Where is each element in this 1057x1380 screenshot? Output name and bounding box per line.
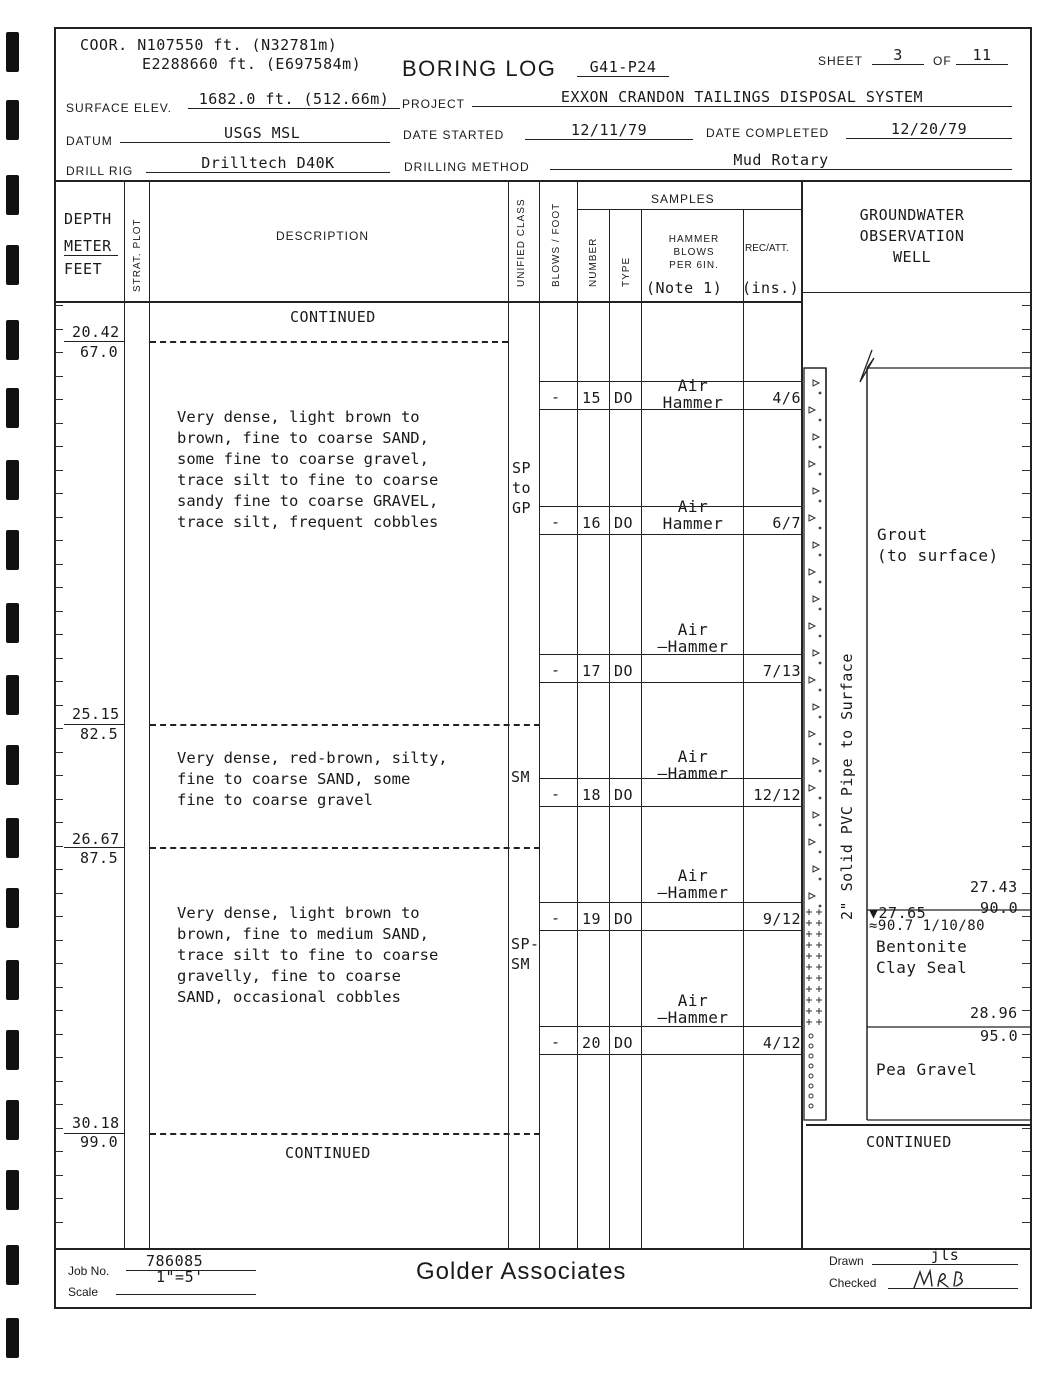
col-divider	[743, 209, 744, 1248]
project-value: EXXON CRANDON TAILINGS DISPOSAL SYSTEM	[472, 88, 1012, 107]
company-name: Golder Associates	[416, 1258, 627, 1285]
gravel-top-meter: 28.96	[970, 1004, 1018, 1022]
sample-hammer: Air Hammer	[662, 376, 724, 412]
depth-feet: 67.0	[80, 343, 119, 361]
punch-hole	[6, 1170, 19, 1210]
sample-blows: -	[551, 1033, 561, 1051]
depth-tick	[55, 517, 63, 518]
water-level-reading	[869, 918, 985, 934]
sheet-number: 3	[872, 46, 924, 65]
sample-row-rule	[539, 930, 801, 931]
continued-bottom: CONTINUED	[285, 1144, 371, 1162]
punch-hole	[6, 245, 19, 285]
continued-well: CONTINUED	[866, 1133, 952, 1151]
depth-tick	[55, 1151, 63, 1152]
depth-tick	[55, 963, 63, 964]
punch-hole	[6, 388, 19, 428]
colhead-rule	[54, 301, 802, 303]
sample-number: 18	[582, 786, 602, 804]
sample-type: DO	[614, 786, 634, 804]
sample-rec: 9/12	[762, 910, 801, 928]
sample-row-rule	[539, 778, 801, 779]
punch-hole	[6, 530, 19, 570]
sample-blows: -	[551, 661, 561, 679]
depth-tick	[55, 587, 63, 588]
sample-type: DO	[614, 1034, 634, 1052]
punch-hole	[6, 603, 19, 643]
depth-tick	[55, 681, 63, 682]
sample-rec: 6/7	[772, 514, 801, 532]
col-samples: SAMPLES	[651, 192, 715, 206]
job-number: 786085	[146, 1252, 204, 1270]
sample-row-rule	[539, 1026, 801, 1027]
depth-tick	[55, 399, 63, 400]
depth-tick	[55, 493, 63, 494]
bentonite-label: Bentonite Clay Seal	[876, 937, 968, 977]
drill-rig-value: Drilltech D40K	[146, 154, 390, 173]
punch-hole	[6, 460, 19, 500]
sample-type: DO	[614, 514, 634, 532]
depth-tick	[55, 1057, 63, 1058]
sample-row-rule	[539, 654, 801, 655]
depth-tick	[55, 305, 63, 306]
depth-tick	[55, 611, 63, 612]
form-title: BORING LOG	[402, 56, 557, 81]
gravel-top-feet: 95.0	[980, 1027, 1019, 1045]
scale-value: 1"=5'	[156, 1268, 204, 1286]
datum-label: DATUM	[66, 134, 113, 148]
depth-tick	[55, 423, 63, 424]
drilling-method-value: Mud Rotary	[550, 151, 1012, 170]
depth-meter: 26.67	[72, 830, 120, 848]
sample-number: 17	[582, 662, 602, 680]
depth-tick	[1022, 329, 1030, 330]
punch-hole	[6, 1318, 19, 1358]
depth-tick	[55, 1128, 63, 1129]
depth-tick	[1022, 1175, 1030, 1176]
sample-rec: 4/12	[762, 1034, 801, 1052]
depth-meter: 20.42	[72, 323, 120, 341]
depth-tick	[55, 705, 63, 706]
sample-number: 15	[582, 389, 602, 407]
sample-row-rule	[539, 506, 801, 507]
col-feet: FEET	[64, 260, 103, 278]
sample-row-rule	[539, 902, 801, 903]
datum-value: USGS MSL	[224, 124, 301, 142]
depth-tick	[55, 1010, 63, 1011]
continued-top: CONTINUED	[290, 308, 376, 326]
depth-tick	[55, 940, 63, 941]
depth-tick	[55, 869, 63, 870]
pea-gravel-label: Pea Gravel	[876, 1060, 978, 1079]
depth-tick	[55, 728, 63, 729]
punch-hole	[6, 960, 19, 1000]
punch-hole	[6, 818, 19, 858]
sheet-total: 11	[956, 46, 1008, 65]
layer-boundary	[64, 847, 124, 848]
surface-elev-label: SURFACE ELEV.	[66, 101, 172, 115]
sample-number: 16	[582, 514, 602, 532]
coor-label: COOR.	[80, 36, 128, 54]
layer-description: Very dense, light brown to brown, fine to coarse SAND, some fine to coarse gravel, trace silt to fine to coarse sandy fine to coarse GRAVEL, trace silt, frequent cobbles	[177, 408, 439, 531]
date-started-value: 12/11/79	[525, 121, 693, 140]
punch-hole	[6, 1030, 19, 1070]
sheet-label: SHEET	[818, 54, 864, 68]
samples-rule	[577, 209, 801, 210]
depth-tick	[1022, 1151, 1030, 1152]
sample-row-rule	[539, 682, 801, 683]
punch-hole	[6, 1245, 19, 1285]
depth-tick	[1022, 1198, 1030, 1199]
col-depth: DEPTH	[64, 210, 112, 228]
col-divider	[577, 180, 578, 1248]
sample-hammer: Air —Hammer	[657, 991, 729, 1027]
depth-tick	[55, 799, 63, 800]
depth-tick	[55, 1104, 63, 1105]
depth-meter: 25.15	[72, 705, 120, 723]
grout-label: Grout (to surface)	[877, 525, 999, 565]
colhead-rule-well	[802, 292, 1032, 293]
punch-hole	[6, 175, 19, 215]
layer-boundary	[64, 341, 124, 342]
sample-blows: -	[551, 909, 561, 927]
sample-hammer: Air —Hammer	[657, 747, 729, 783]
pvc-pipe-label: 2" Solid PVC Pipe to Surface	[838, 653, 856, 920]
sample-hammer: Air —Hammer	[657, 866, 729, 902]
checked-signature	[910, 1266, 970, 1292]
punch-hole	[6, 745, 19, 785]
layer-class: SP- SM	[511, 935, 540, 973]
water-level-meter: ▼27.65	[869, 904, 927, 922]
depth-tick	[55, 893, 63, 894]
sample-type: DO	[614, 910, 634, 928]
bentonite-top-meter: 27.43	[970, 878, 1018, 896]
sample-rec: 12/12	[753, 786, 801, 804]
depth-tick	[55, 329, 63, 330]
depth-tick	[55, 658, 63, 659]
sample-row-rule	[539, 534, 801, 535]
job-label: Job No.	[68, 1264, 110, 1278]
layer-class: SM	[511, 768, 531, 786]
layer-boundary	[150, 724, 540, 726]
depth-tick	[55, 540, 63, 541]
depth-tick	[1022, 1222, 1030, 1223]
sample-row-rule	[539, 806, 801, 807]
depth-tick	[55, 352, 63, 353]
sample-hammer: Air Hammer	[662, 497, 724, 533]
punch-hole	[6, 888, 19, 928]
sample-rec: 4/6	[772, 389, 801, 407]
depth-tick	[55, 564, 63, 565]
depth-tick	[55, 1222, 63, 1223]
project-label: PROJECT	[402, 97, 466, 111]
sample-number: 20	[582, 1034, 602, 1052]
punch-hole	[6, 675, 19, 715]
sample-row-rule	[539, 381, 801, 382]
water-level-date: 1/10/80	[922, 918, 986, 934]
col-divider	[641, 209, 642, 1248]
col-unified-class: UNIFIED CLASS	[516, 198, 527, 287]
date-completed-label: DATE COMPLETED	[706, 126, 830, 140]
drawn-value: jls	[872, 1246, 1018, 1265]
punch-hole	[6, 1100, 19, 1140]
col-rec-units: (ins.)	[742, 279, 800, 297]
col-strat-plot: STRAT. PLOT	[132, 218, 143, 292]
coor-east: E2288660 ft. (E697584m)	[142, 55, 362, 73]
sample-type: DO	[614, 389, 634, 407]
depth-tick	[55, 446, 63, 447]
sample-blows: -	[551, 785, 561, 803]
depth-feet: 82.5	[80, 725, 119, 743]
coor-north: N107550 ft. (N32781m)	[137, 36, 338, 54]
depth-tick	[55, 634, 63, 635]
depth-tick	[55, 822, 63, 823]
col-blows-foot: BLOWS / FOOT	[551, 202, 562, 287]
header-rule	[54, 180, 1032, 182]
sample-row-rule	[539, 409, 801, 410]
col-hammer: HAMMER BLOWS PER 6IN.	[668, 234, 720, 271]
surface-elev-value: 1682.0 ft. (512.66m)	[188, 90, 400, 109]
layer-boundary	[64, 1133, 124, 1134]
col-groundwater-well: GROUNDWATER OBSERVATION WELL	[859, 206, 965, 266]
depth-feet: 87.5	[80, 849, 119, 867]
col-description: DESCRIPTION	[276, 229, 370, 243]
log-id: G41-P24	[577, 58, 669, 77]
of-label: OF	[933, 54, 952, 68]
sample-blows: -	[551, 388, 561, 406]
sample-hammer: Air —Hammer	[657, 620, 729, 656]
layer-description: Very dense, red-brown, silty, fine to coarse SAND, some fine to coarse gravel	[177, 749, 448, 809]
layer-description: Very dense, light brown to brown, fine to medium SAND, trace silt to fine to coarse gravelly, fine to coarse SAND, occasional cobbles	[177, 904, 439, 1006]
punch-hole	[6, 32, 19, 72]
depth-tick	[55, 1034, 63, 1035]
layer-boundary	[150, 847, 540, 849]
layer-boundary	[150, 341, 508, 343]
punch-hole	[6, 100, 19, 140]
depth-tick	[55, 846, 63, 847]
layer-class: SP to GP	[512, 459, 532, 517]
depth-tick	[55, 775, 63, 776]
sample-row-rule	[539, 1054, 801, 1055]
bentonite-top-feet: 90.0	[980, 899, 1019, 917]
depth-meter: 30.18	[72, 1114, 120, 1132]
sample-blows: -	[551, 513, 561, 531]
borehole-annulus	[804, 368, 826, 1120]
scale-line	[116, 1280, 256, 1295]
depth-tick	[55, 752, 63, 753]
water-level-feet: ≈90.7	[869, 918, 914, 934]
depth-feet: 99.0	[80, 1133, 119, 1151]
checked-label: Checked	[829, 1276, 877, 1290]
depth-tick	[55, 1198, 63, 1199]
layer-boundary	[64, 724, 124, 725]
drill-rig-label: DRILL RIG	[66, 164, 134, 178]
punch-hole	[6, 320, 19, 360]
date-completed-value: 12/20/79	[846, 120, 1012, 139]
depth-tick	[55, 1081, 63, 1082]
scale-label: Scale	[68, 1285, 99, 1299]
col-type: TYPE	[621, 256, 632, 287]
col-divider	[539, 180, 540, 1248]
col-divider	[508, 180, 509, 1248]
col-number: NUMBER	[588, 237, 599, 287]
drawn-label: Drawn	[829, 1254, 864, 1268]
date-started-label: DATE STARTED	[403, 128, 505, 142]
col-divider	[124, 180, 125, 1248]
depth-tick	[55, 987, 63, 988]
sample-rec: 7/13	[762, 662, 801, 680]
depth-tick	[55, 470, 63, 471]
col-hammer-note: (Note 1)	[646, 279, 723, 297]
depth-tick	[55, 376, 63, 377]
depth-tick	[55, 916, 63, 917]
sample-number: 19	[582, 910, 602, 928]
col-rec-att: REC/ATT.	[745, 243, 789, 254]
col-divider	[609, 209, 610, 1248]
col-meter: METER	[64, 237, 118, 256]
layer-boundary	[150, 1133, 540, 1135]
depth-tick	[1022, 305, 1030, 306]
sample-type: DO	[614, 662, 634, 680]
drilling-method-label: DRILLING METHOD	[404, 160, 530, 174]
depth-tick	[55, 1175, 63, 1176]
